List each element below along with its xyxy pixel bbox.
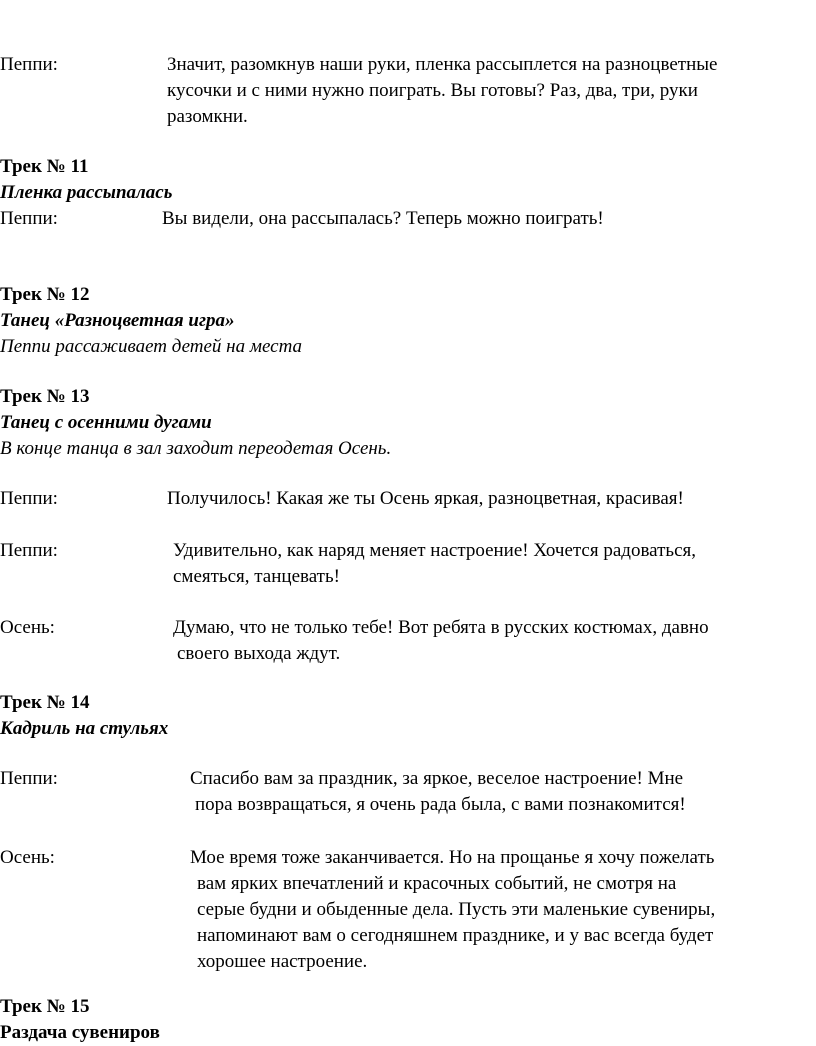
speaker-label: Осень: <box>0 617 55 638</box>
speech-line: Получилось! Какая же ты Осень яркая, разноцветная, красивая! <box>167 488 684 509</box>
stage-direction: Пеппи рассаживает детей на места <box>0 336 303 357</box>
speech-line: своего выхода ждут. <box>177 643 341 664</box>
track-title: Пленка рассыпалась <box>0 182 173 203</box>
track-heading: Трек № 15 <box>0 996 90 1017</box>
speech-line: пора возвращаться, я очень рада была, с вами познакомится! <box>195 794 686 815</box>
track-title: Танец «Разноцветная игра» <box>0 310 235 331</box>
speech-line: Удивительно, как наряд меняет настроение! Хочется радоваться, <box>173 540 696 561</box>
speech-line: разомкни. <box>167 106 248 127</box>
speech-line: смеяться, танцевать! <box>173 566 340 587</box>
speech-line: Вы видели, она рассыпалась? Теперь можно поиграть! <box>162 208 604 229</box>
speech-line: вам ярких впечатлений и красочных событий, не смотря на <box>197 873 677 894</box>
speaker-label: Осень: <box>0 847 55 868</box>
speech-line: серые будни и обыденные дела. Пусть эти маленькие сувениры, <box>197 899 716 920</box>
speaker-label: Пеппи: <box>0 488 58 509</box>
track-title: Кадриль на стульях <box>0 718 169 739</box>
track-heading: Трек № 14 <box>0 692 90 713</box>
track-title: Раздача сувениров <box>0 1022 160 1043</box>
speech-line: кусочки и с ними нужно поиграть. Вы готовы? Раз, два, три, руки <box>167 80 698 101</box>
speaker-label: Пеппи: <box>0 540 58 561</box>
track-heading: Трек № 11 <box>0 156 89 177</box>
speech-line: Думаю, что не только тебе! Вот ребята в русских костюмах, давно <box>173 617 709 638</box>
speaker-label: Пеппи: <box>0 768 58 789</box>
track-heading: Трек № 13 <box>0 386 90 407</box>
speaker-label: Пеппи: <box>0 54 58 75</box>
speech-line: Спасибо вам за праздник, за яркое, веселое настроение! Мне <box>190 768 684 789</box>
speech-line: хорошее настроение. <box>197 951 368 972</box>
speech-line: напоминают вам о сегодняшнем празднике, и у вас всегда будет <box>197 925 714 946</box>
speaker-label: Пеппи: <box>0 208 58 229</box>
track-heading: Трек № 12 <box>0 284 90 305</box>
speech-line: Значит, разомкнув наши руки, пленка рассыплется на разноцветные <box>167 54 718 75</box>
stage-direction: В конце танца в зал заходит переодетая Осень. <box>0 438 392 459</box>
speech-line: Мое время тоже заканчивается. Но на прощанье я хочу пожелать <box>190 847 715 868</box>
track-title: Танец с осенними дугами <box>0 412 212 433</box>
